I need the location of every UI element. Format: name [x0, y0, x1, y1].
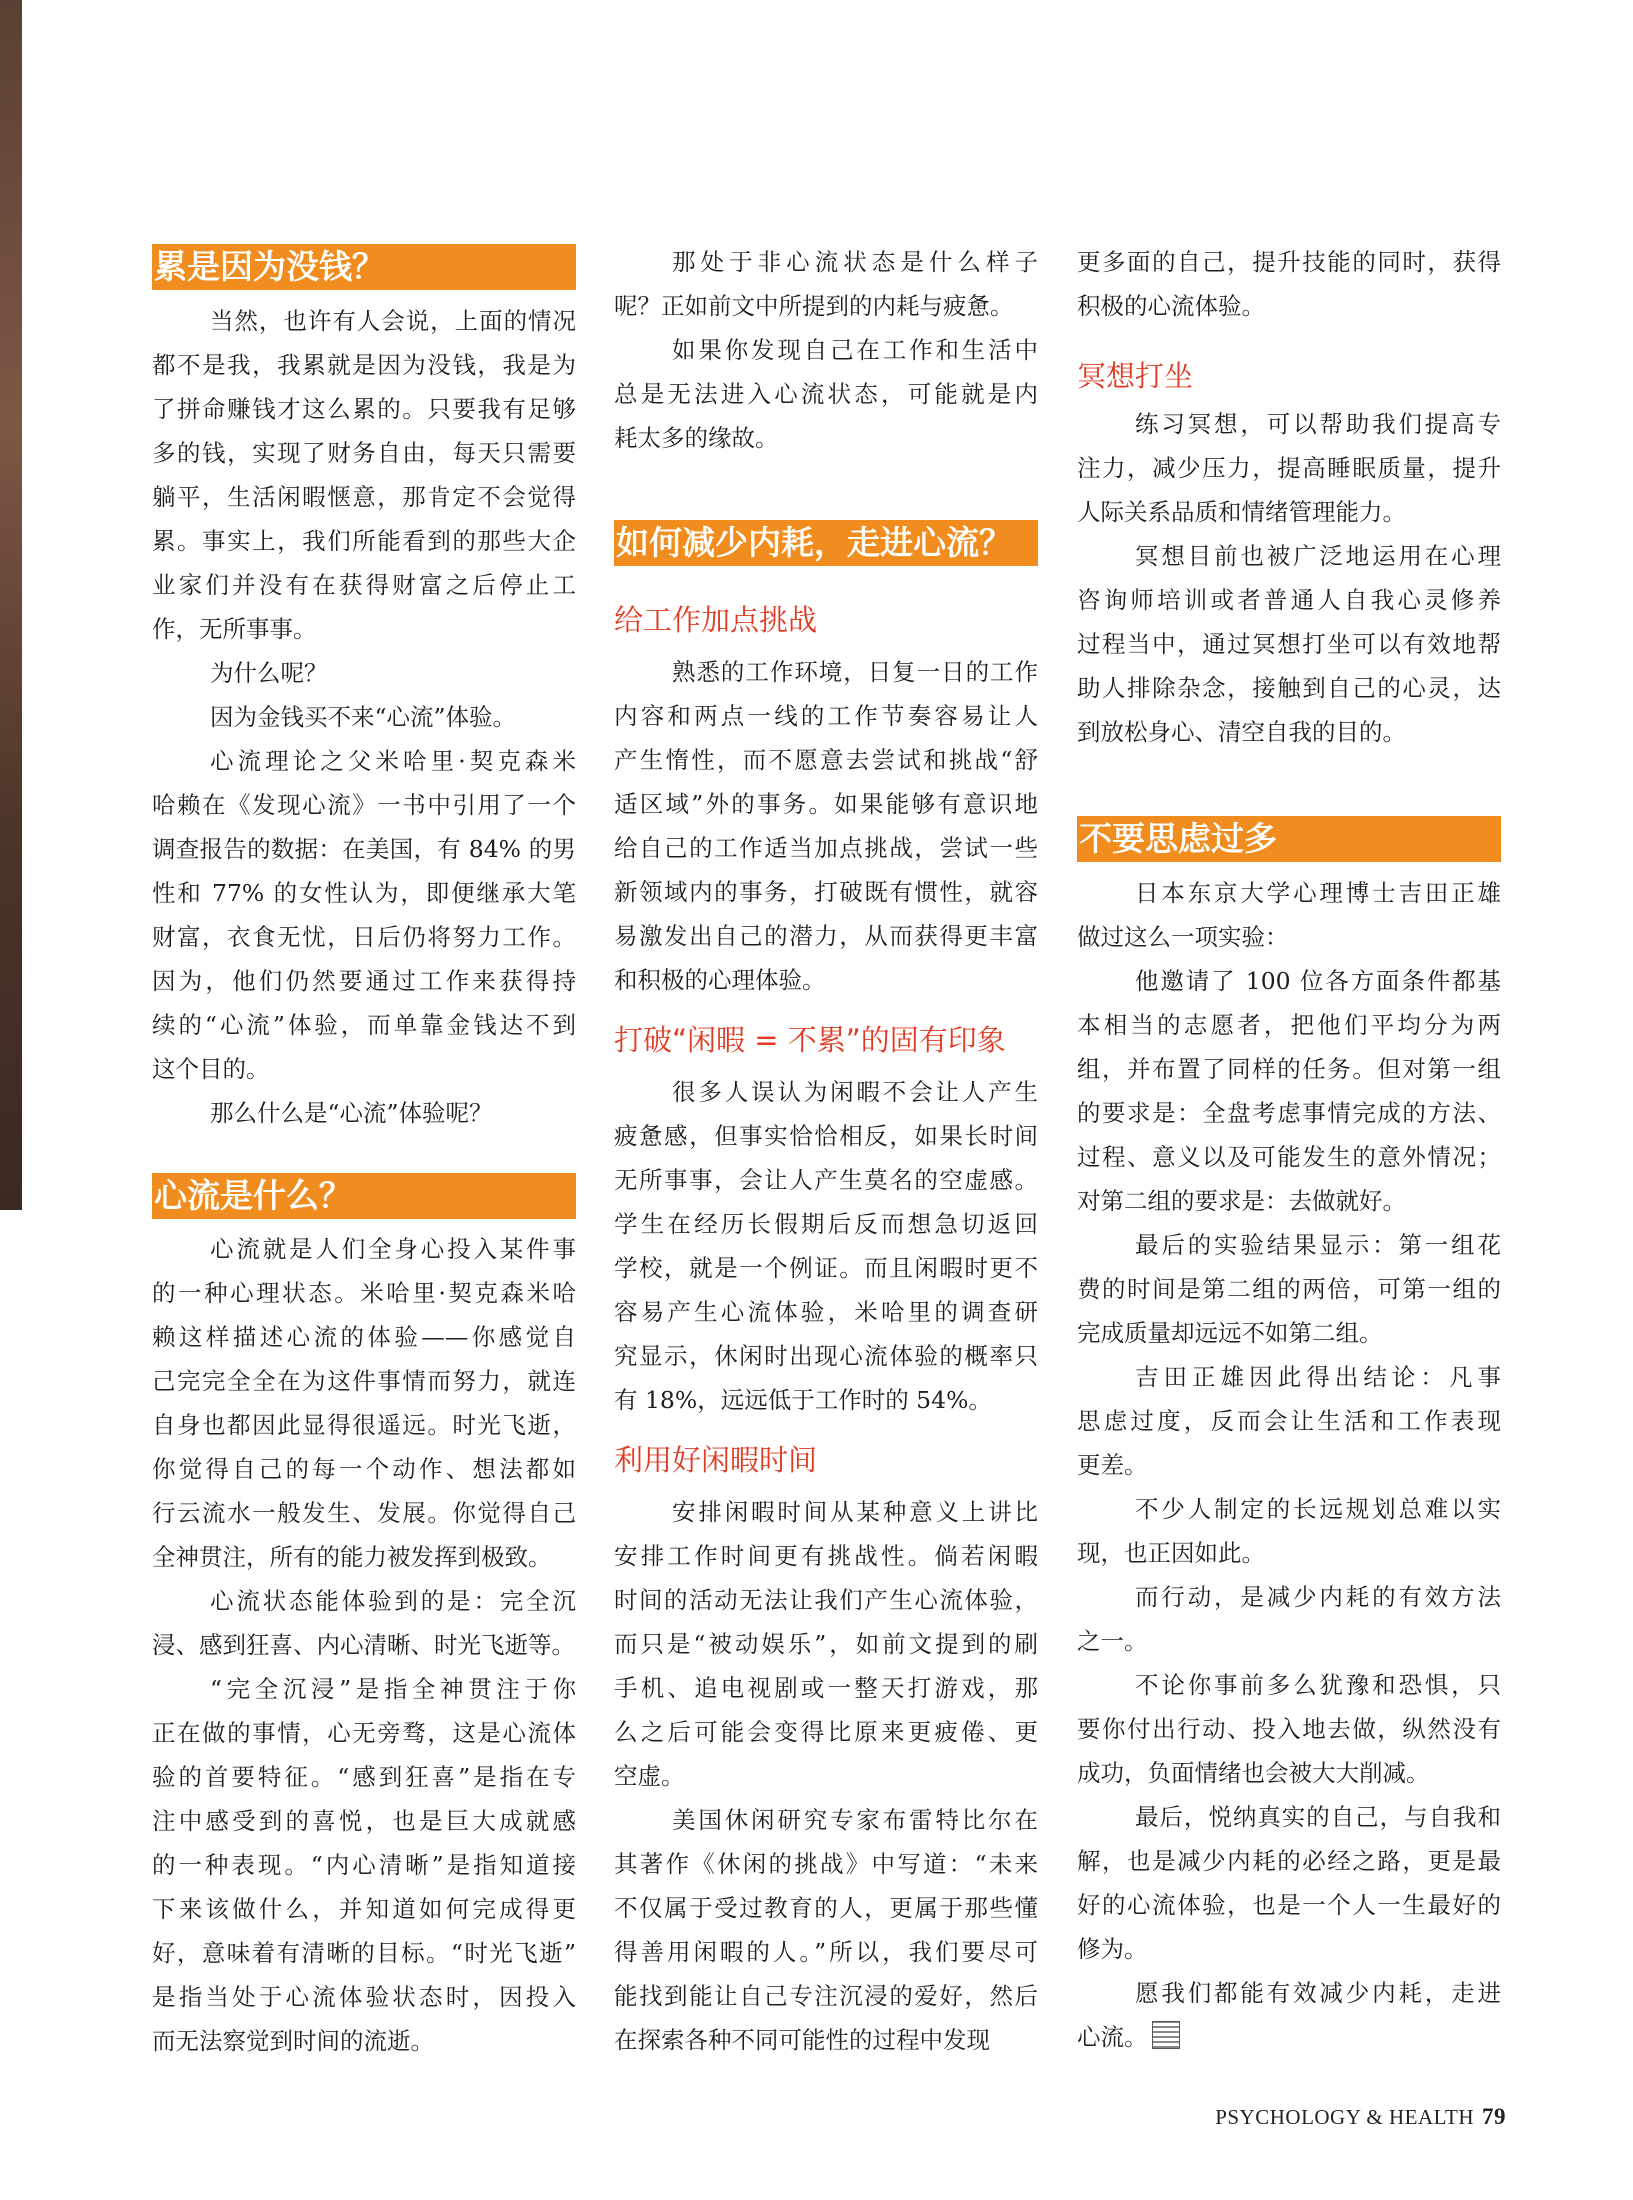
text-line: 有 18%，远远低于工作时的 54%。	[614, 1386, 992, 1414]
text-line: 最后，悦纳真实的自己，与自我和	[1135, 1803, 1501, 1831]
text-line: 总是无法进入心流状态，可能就是内	[614, 380, 1038, 408]
text-line: 容易产生心流体验，米哈里的调查研	[614, 1298, 1038, 1326]
paragraph	[614, 650, 1038, 1002]
magazine-name: PSYCHOLOGY & HEALTH	[1215, 2105, 1474, 2129]
text-line: 冥想目前也被广泛地运用在心理	[1135, 542, 1501, 570]
paragraph	[1077, 1663, 1501, 1795]
text-line: 么之后可能会变得比原来更疲倦、更	[614, 1718, 1038, 1746]
text-line: 验的首要特征。“感到狂喜”是指在专	[152, 1763, 576, 1791]
text-line: 积极的心流体验。	[1077, 292, 1265, 320]
paragraph	[152, 651, 576, 695]
text-line: 作，无所事事。	[152, 615, 317, 643]
page-number: 79	[1482, 2104, 1506, 2129]
text-line: 躺平，生活闲暇惬意，那肯定不会觉得	[152, 483, 576, 511]
text-line: 更多面的自己，提升技能的同时，获得	[1077, 248, 1501, 276]
text-line: 得善用闲暇的人。”所以，我们要尽可	[614, 1938, 1038, 1966]
paragraph	[1077, 1355, 1501, 1487]
text-line: 而只是“被动娱乐”，如前文提到的刷	[614, 1630, 1038, 1658]
text-line: 赖这样描述心流的体验——你感觉自	[152, 1323, 576, 1351]
text-line: 适区域”外的事务。如果能够有意识地	[614, 790, 1038, 818]
text-line: 而无法察觉到时间的流逝。	[152, 2027, 434, 2055]
text-line: 的要求是：全盘考虑事情完成的方法、	[1077, 1099, 1501, 1127]
paragraph	[1077, 871, 1501, 959]
text-line: 正在做的事情，心无旁骛，这是心流体	[152, 1719, 576, 1747]
text-line: 思虑过度，反而会让生活和工作表现	[1077, 1407, 1501, 1435]
paragraph	[614, 1070, 1038, 1422]
text-line: 那处于非心流状态是什么样子	[672, 248, 1038, 276]
text-line: 练习冥想，可以帮助我们提高专	[1135, 410, 1501, 438]
text-line: 是指当处于心流体验状态时，因投入	[152, 1983, 576, 2011]
text-line: 己完完全全在为这件事情而努力，就连	[152, 1367, 576, 1395]
text-line: 和积极的心理体验。	[614, 966, 826, 994]
text-line: 手机、追电视剧或一整天打游戏，那	[614, 1674, 1038, 1702]
text-line: 疲惫感，但事实恰恰相反，如果长时间	[614, 1122, 1038, 1150]
text-line: 耗太多的缘故。	[614, 424, 779, 452]
paragraph	[1077, 1487, 1501, 1575]
text-line: 产生惰性，而不愿意去尝试和挑战“舒	[614, 746, 1038, 774]
text-line: 心流理论之父米哈里·契克森米	[210, 747, 576, 775]
text-line: 无所事事，会让人产生莫名的空虚感。	[614, 1166, 1038, 1194]
text-line: 做过这么一项实验：	[1077, 923, 1289, 951]
paragraph	[152, 1667, 576, 2063]
text-line: 解，也是减少内耗的必经之路，更是最	[1077, 1847, 1501, 1875]
text-line: 累。事实上，我们所能看到的那些大企	[152, 527, 576, 555]
text-line: 人际关系品质和情绪管理能力。	[1077, 498, 1406, 526]
text-line: 吉田正雄因此得出结论：凡事	[1135, 1363, 1501, 1391]
text-line: 给自己的工作适当加点挑战，尝试一些	[614, 834, 1038, 862]
text-line: 注中感受到的喜悦，也是巨大成就感	[152, 1807, 576, 1835]
paragraph	[1077, 1575, 1501, 1663]
text-line: 能找到能让自己专注沉浸的爱好，然后	[614, 1982, 1038, 2010]
paragraph	[1077, 240, 1501, 328]
text-line: 那么什么是“心流”体验呢？	[210, 1099, 493, 1127]
text-line: 心流就是人们全身心投入某件事	[210, 1235, 576, 1263]
text-line: 其著作《休闲的挑战》中写道：“未来	[614, 1850, 1038, 1878]
text-line: 学生在经历长假期后反而想急切返回	[614, 1210, 1038, 1238]
text-line: 好，意味着有清晰的目标。“时光飞逝”	[152, 1939, 576, 1967]
text-line: 美国休闲研究专家布雷特比尔在	[672, 1806, 1038, 1834]
text-line: 浸、感到狂喜、内心清晰、时光飞逝等。	[152, 1631, 575, 1659]
text-line: 熟悉的工作环境，日复一日的工作	[672, 658, 1038, 686]
section-heading: 心流是什么？	[152, 1173, 576, 1219]
text-line: 续的“心流”体验，而单靠金钱达不到	[152, 1011, 576, 1039]
text-line: 修为。	[1077, 1935, 1148, 1963]
paragraph	[1077, 1795, 1501, 1971]
text-line: 不少人制定的长远规划总难以实	[1135, 1495, 1501, 1523]
text-line: 易激发出自己的潜力，从而获得更丰富	[614, 922, 1038, 950]
text-line: 的一种心理状态。米哈里·契克森米哈	[152, 1279, 576, 1307]
text-line: 注力，减少压力，提高睡眠质量，提升	[1077, 454, 1501, 482]
text-line: 而行动，是减少内耗的有效方法	[1135, 1583, 1501, 1611]
text-line: 财富，衣食无忧，日后仍将努力工作。	[152, 923, 576, 951]
text-line: 要你付出行动、投入地去做，纵然没有	[1077, 1715, 1501, 1743]
text-line: “完全沉浸”是指全神贯注于你	[210, 1675, 576, 1703]
text-line: 因为金钱买不来“心流”体验。	[210, 703, 517, 731]
text-line: 更差。	[1077, 1451, 1148, 1479]
text-line: 哈赖在《发现心流》一书中引用了一个	[152, 791, 576, 819]
text-line: 安排闲暇时间从某种意义上讲比	[672, 1498, 1038, 1526]
text-line: 费的时间是第二组的两倍，可第一组的	[1077, 1275, 1501, 1303]
text-line: 都不是我，我累就是因为没钱，我是为	[152, 351, 576, 379]
paragraph	[614, 240, 1038, 328]
paragraph	[152, 695, 576, 739]
text-line: 很多人误认为闲暇不会让人产生	[672, 1078, 1038, 1106]
text-line: 如果你发现自己在工作和生活中	[672, 336, 1038, 364]
text-line: 全神贯注，所有的能力被发挥到极致。	[152, 1543, 552, 1571]
text-line: 过程、意义以及可能发生的意外情况；	[1077, 1143, 1501, 1171]
section-heading: 如何减少内耗，走进心流？	[614, 520, 1038, 566]
section-heading: 累是因为没钱？	[152, 244, 576, 290]
text-line: 当然，也许有人会说，上面的情况	[210, 307, 576, 335]
text-line: 学校，就是一个例证。而且闲暇时更不	[614, 1254, 1038, 1282]
text-line: 新领域内的事务，打破既有惯性，就容	[614, 878, 1038, 906]
text-line: 你觉得自己的每一个动作、想法都如	[152, 1455, 576, 1483]
text-line: 不论你事前多么犹豫和恐惧，只	[1135, 1671, 1501, 1699]
text-line: 对第二组的要求是：去做就好。	[1077, 1187, 1406, 1215]
text-line: 本相当的志愿者，把他们平均分为两	[1077, 1011, 1501, 1039]
text-line: 不仅属于受过教育的人，更属于那些懂	[614, 1894, 1038, 1922]
text-line: 在探索各种不同可能性的过程中发现	[614, 2026, 990, 2054]
subheading: 利用好闲暇时间	[614, 1443, 818, 1477]
text-line: 过程当中，通过冥想打坐可以有效地帮	[1077, 630, 1501, 658]
text-line: 调查报告的数据：在美国，有 84% 的男	[152, 835, 576, 863]
text-line: 下来该做什么，并知道如何完成得更	[152, 1895, 576, 1923]
text-line: 多的钱，实现了财务自由，每天只需要	[152, 439, 576, 467]
text-line: 愿我们都能有效减少内耗，走进	[1135, 1979, 1501, 2007]
text-line: 成功，负面情绪也会被大大削减。	[1077, 1759, 1430, 1787]
paragraph	[152, 1227, 576, 1579]
text-line: 咨询师培训或者普通人自我心灵修养	[1077, 586, 1501, 614]
text-line: 呢？正如前文中所提到的内耗与疲惫。	[614, 292, 1014, 320]
section-heading: 不要思虑过多	[1077, 816, 1501, 862]
text-line: 安排工作时间更有挑战性。倘若闲暇	[614, 1542, 1038, 1570]
page-footer	[1176, 2104, 1506, 2130]
paragraph	[614, 1798, 1038, 2062]
paragraph	[152, 299, 576, 651]
subheading: 打破“闲暇 = 不累”的固有印象	[614, 1023, 1006, 1057]
text-line: 之一。	[1077, 1627, 1148, 1655]
paragraph	[152, 1091, 576, 1135]
text-line: 助人排除杂念，接触到自己的心灵，达	[1077, 674, 1501, 702]
text-line: 完成质量却远远不如第二组。	[1077, 1319, 1383, 1347]
text-line: 日本东京大学心理博士吉田正雄	[1135, 879, 1501, 907]
text-line: 现，也正因如此。	[1077, 1539, 1265, 1567]
text-line: 心流。	[1077, 2015, 1501, 2059]
text-line: 空虚。	[614, 1762, 685, 1790]
text-line: 自身也都因此显得很遥远。时光飞逝，	[152, 1411, 576, 1439]
subheading: 冥想打坐	[1077, 359, 1194, 393]
text-line: 性和 77% 的女性认为，即便继承大笔	[152, 879, 576, 907]
text-line: 的一种表现。“内心清晰”是指知道接	[152, 1851, 576, 1879]
paragraph	[1077, 1971, 1501, 2059]
text-line: 业家们并没有在获得财富之后停止工	[152, 571, 576, 599]
paragraph	[1077, 1223, 1501, 1355]
text-line: 组，并布置了同样的任务。但对第一组	[1077, 1055, 1501, 1083]
paragraph	[614, 1490, 1038, 1798]
paragraph	[1077, 402, 1501, 534]
text-line: 他邀请了 100 位各方面条件都基	[1135, 967, 1501, 995]
end-mark-icon	[1152, 2021, 1180, 2049]
text-line: 为什么呢？	[210, 659, 328, 687]
text-line: 行云流水一般发生、发展。你觉得自己	[152, 1499, 576, 1527]
paragraph	[152, 1579, 576, 1667]
text-line: 最后的实验结果显示：第一组花	[1135, 1231, 1501, 1259]
text-line: 究显示，休闲时出现心流体验的概率只	[614, 1342, 1038, 1370]
text-line: 时间的活动无法让我们产生心流体验，	[614, 1586, 1038, 1614]
subheading: 给工作加点挑战	[614, 603, 818, 637]
text-line: 因为，他们仍然要通过工作来获得持	[152, 967, 576, 995]
paragraph	[1077, 959, 1501, 1223]
text-line: 心流状态能体验到的是：完全沉	[210, 1587, 576, 1615]
text-line: 内容和两点一线的工作节奏容易让人	[614, 702, 1038, 730]
text-line: 这个目的。	[152, 1055, 270, 1083]
paragraph	[614, 328, 1038, 460]
paragraph	[152, 739, 576, 1091]
text-line: 到放松身心、清空自我的目的。	[1077, 718, 1406, 746]
paragraph	[1077, 534, 1501, 754]
text-line: 好的心流体验，也是一个人一生最好的	[1077, 1891, 1501, 1919]
text-line: 了拼命赚钱才这么累的。只要我有足够	[152, 395, 576, 423]
photo-edge	[0, 0, 22, 1210]
